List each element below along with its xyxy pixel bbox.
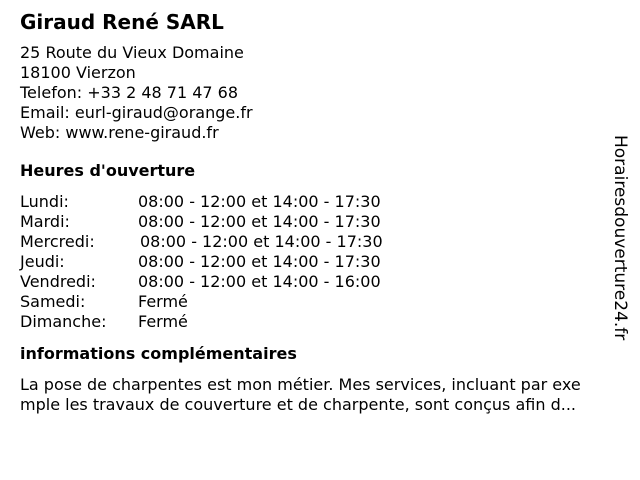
email-line: Email: eurl-giraud@orange.fr: [20, 103, 253, 122]
site-watermark: Horairesdouverture24.fr: [610, 135, 630, 341]
info-heading: informations complémentaires: [20, 344, 297, 363]
day-label: Mardi:: [20, 212, 70, 231]
hours-row-samedi: [20, 292, 620, 312]
day-hours: 08:00 - 12:00 et 14:00 - 17:30: [138, 252, 381, 271]
day-label: Lundi:: [20, 192, 69, 211]
info-description-line2: mple les travaux de couverture et de charpente, sont conçus afin d...: [20, 395, 576, 414]
day-hours: 08:00 - 12:00 et 14:00 - 17:30: [140, 232, 383, 251]
hours-row-mercredi: [20, 232, 620, 252]
address-city: 18100 Vierzon: [20, 63, 136, 82]
info-description: [20, 375, 625, 415]
hours-row-dimanche: [20, 312, 620, 332]
hours-row-jeudi: [20, 252, 620, 272]
day-label: Samedi:: [20, 292, 86, 311]
day-label: Jeudi:: [20, 252, 65, 271]
day-label: Dimanche:: [20, 312, 107, 331]
website-line: Web: www.rene-giraud.fr: [20, 123, 219, 142]
day-hours: 08:00 - 12:00 et 14:00 - 16:00: [138, 272, 381, 291]
hours-row-vendredi: [20, 272, 620, 292]
hours-row-mardi: [20, 212, 620, 232]
day-hours: Fermé: [138, 312, 188, 331]
hours-heading: Heures d'ouverture: [20, 161, 196, 180]
contact-block: [20, 43, 620, 143]
day-label: Vendredi:: [20, 272, 96, 291]
day-label: Mercredi:: [20, 232, 95, 251]
business-name: Giraud René SARL: [20, 10, 224, 34]
hours-row-lundi: [20, 192, 620, 212]
address-street: 25 Route du Vieux Domaine: [20, 43, 244, 62]
day-hours: 08:00 - 12:00 et 14:00 - 17:30: [138, 192, 381, 211]
business-card: [20, 10, 620, 415]
hours-table: [20, 192, 620, 332]
phone-line: Telefon: +33 2 48 71 47 68: [20, 83, 239, 102]
day-hours: 08:00 - 12:00 et 14:00 - 17:30: [138, 212, 381, 231]
day-hours: Fermé: [138, 292, 188, 311]
info-description-line1: La pose de charpentes est mon métier. Mes services, incluant par exe: [20, 375, 581, 394]
